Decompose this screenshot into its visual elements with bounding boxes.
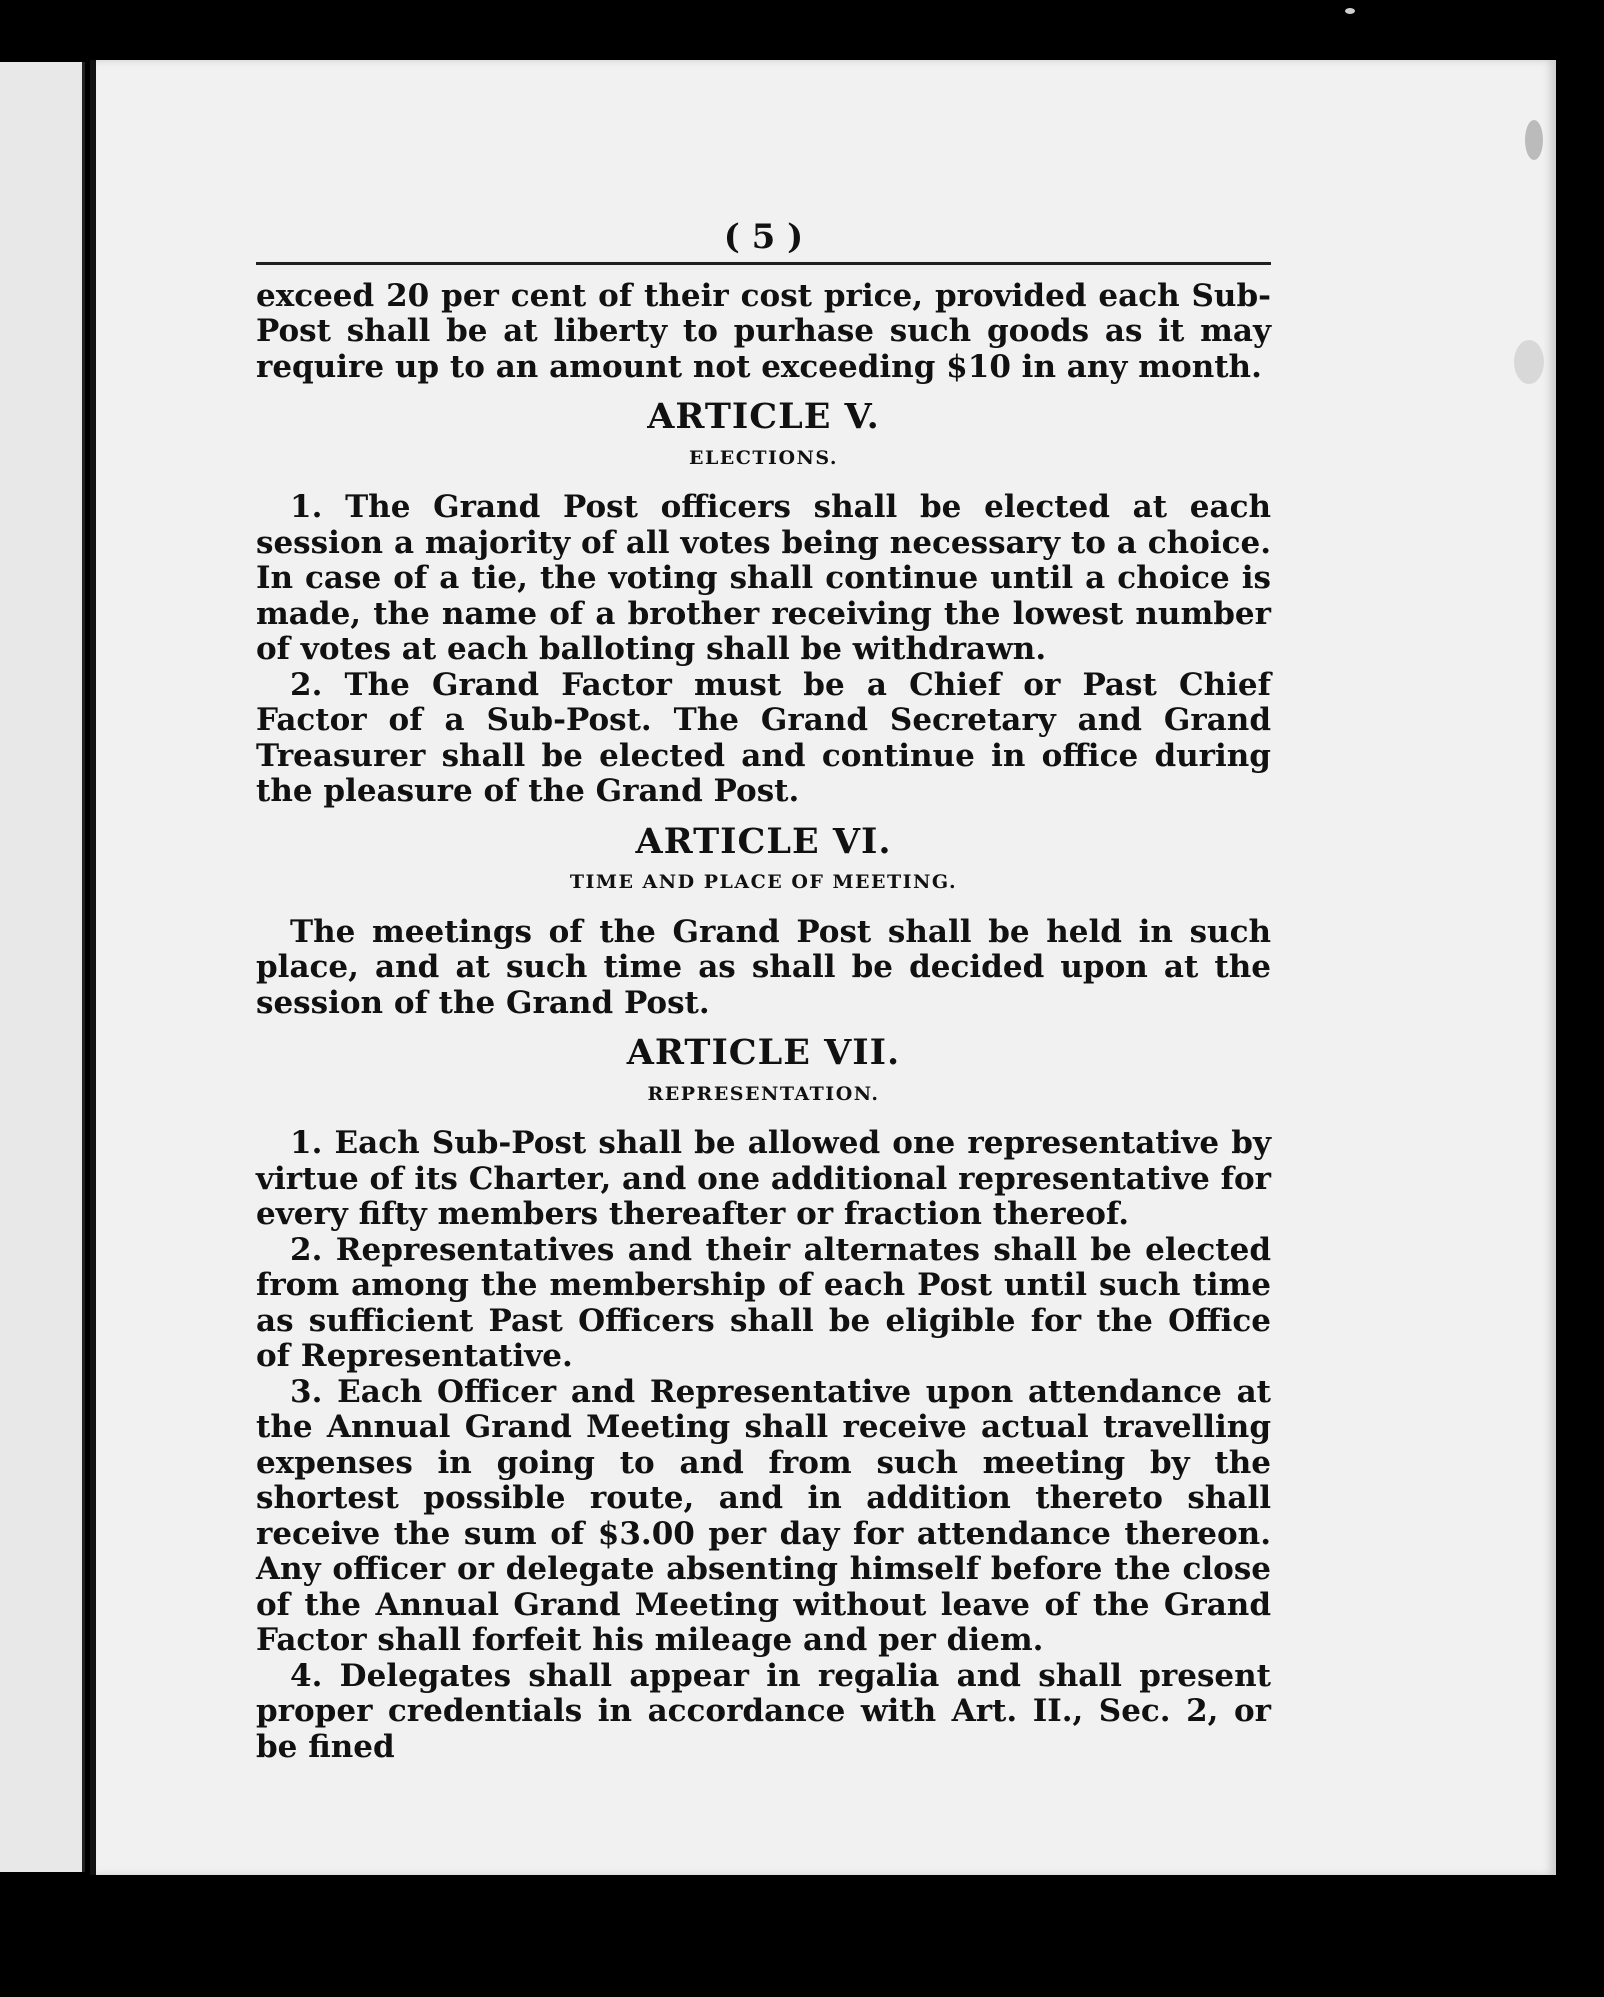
- article-heading: ARTICLE VI.: [635, 820, 892, 862]
- paragraph: The meetings of the Grand Post shall be held in such place, and at such time as shall be decided upon at the session of the Grand Post.: [256, 913, 1271, 1021]
- header-rule: [256, 262, 1271, 265]
- section-subheading: ELECTIONS.: [688, 446, 839, 469]
- paragraph: 1. Each Sub-Post shall be allowed one representative by virtue of its Charter, and one additional representative for every fifty members thereafter or fraction thereof.: [256, 1125, 1271, 1232]
- speck: [1345, 8, 1355, 14]
- paragraph: 2. The Grand Factor must be a Chief or Past Chief Factor of a Sub-Post. The Grand Secretary and Grand Treasurer shall be elected and continue in office during the pleasure of the Grand Post.: [256, 666, 1271, 809]
- section-subheading: TIME AND PLACE OF MEETING.: [569, 871, 958, 893]
- paragraph: 3. Each Officer and Representative upon attendance at the Annual Grand Meeting shall receive actual travelling expenses in going to and from such meeting by the shortest possible route, and in addition thereto shall receive the sum of $3.00 per day for attendance thereon. Any officer or delegate absenting himself before the close of the Annual Grand Meeting without leave of the Grand Factor shall forfeit his mileage and per diem.: [256, 1373, 1271, 1658]
- page-number: ( 5 ): [723, 217, 804, 257]
- paragraph: 2. Representatives and their alternates shall be elected from among the membership of each Post until such time as sufficient Past Officers shall be eligible for the Office of Representative.: [256, 1231, 1271, 1374]
- article-heading: ARTICLE V.: [647, 396, 880, 437]
- speck: [1525, 120, 1543, 160]
- paragraph: 1. The Grand Post officers shall be elected at each session a majority of all votes being necessary to a choice. In case of a tie, the voting shall continue until a choice is made, the name of a brother receiving the lowest number of votes at each balloting shall be withdrawn.: [256, 489, 1271, 667]
- page-content: [256, 217, 1271, 1765]
- facing-page-edge: [0, 62, 85, 1872]
- paragraph: 4. Delegates shall appear in regalia and shall present proper credentials in accordance with Art. II., Sec. 2, or be fined: [256, 1657, 1271, 1765]
- section-subheading: REPRESENTATION.: [647, 1082, 880, 1105]
- paragraph-continuation: exceed 20 per cent of their cost price, provided each Sub-Post shall be at liberty to purhase such goods as it may require up to an amount not exceeding $10 in any month.: [256, 277, 1271, 385]
- document-page: [90, 60, 1556, 1875]
- article-heading: ARTICLE VII.: [626, 1032, 901, 1073]
- paper-stain: [1514, 340, 1544, 384]
